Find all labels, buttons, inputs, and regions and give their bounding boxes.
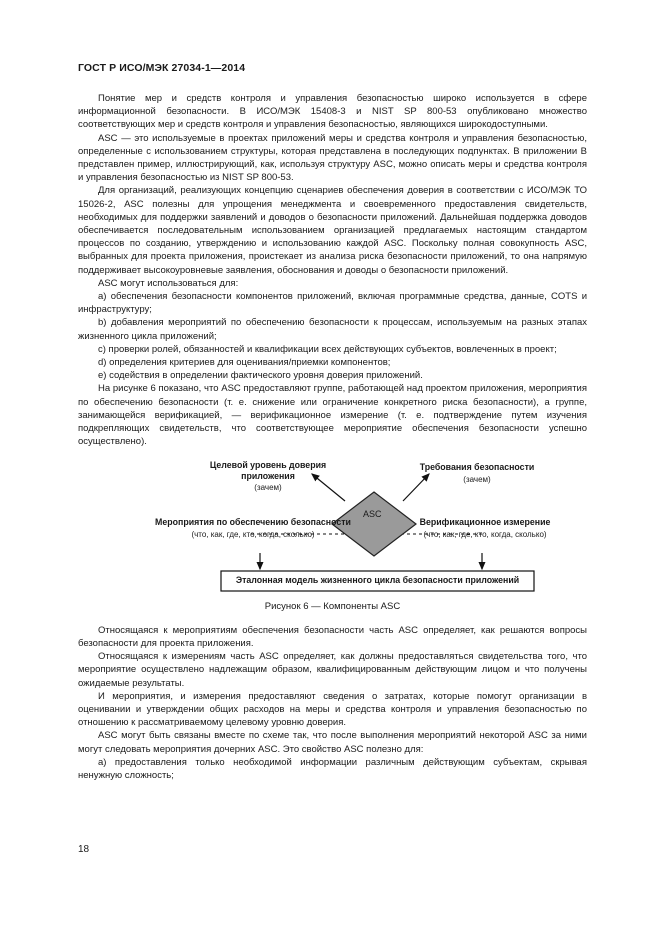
requirements-sub: (зачем)	[463, 475, 491, 485]
list-item: e) содействия в определении фактического уровня доверия приложений.	[98, 370, 423, 382]
verification-sub: (что, как, где, кто, когда, сколько)	[423, 530, 547, 540]
paragraph: Относящаяся к измерениям часть ASC определяет, как должны предоставляться свидетельства того, что мероприятие осуществлено надлежащим образом, квалифицированным действующим лицом и что получены ожидаемые результаты.	[78, 651, 587, 689]
paragraph: Относящаяся к мероприятиям обеспечения безопасности часть ASC определяет, как решаются вопросы безопасности для проекта приложения.	[78, 624, 587, 649]
page-number: 18	[78, 844, 90, 855]
paragraph: Для организаций, реализующих концепцию сценариев обеспечения доверия в соответствии с ИСО/МЭК ТО 15026-2, ASC полезны для упрощения менеджмента и своевременного предоставления свидетельств, необходимых для поддержки заявлений и доводов о безопасности приложений. Дальнейшая поддержка доводов обеспечивается последовательным использованием организацией предлагаемых настоящим стандартом процессов по созданию, утверждению и использованию каждой ASC. Поскольку полная совокупность ASC, выбранных для проекта приложения, проистекает из анализа риска безопасности приложений, то она напрямую поддерживает высокоуровневые заявления, обоснования и доводы о безопасности приложений.	[78, 185, 587, 276]
paragraph: ASC могут использоваться для:	[98, 277, 239, 289]
requirements-label: Требования безопасности	[419, 462, 535, 473]
document-header: ГОСТ Р ИСО/МЭК 27034-1—2014	[78, 62, 246, 74]
figure-asc-components	[78, 456, 587, 596]
activities-label: Мероприятия по обеспечению безопасности	[155, 517, 351, 528]
list-item: a) предоставления только необходимой информации различным действующим субъектам, скрывая ненужную сложность;	[78, 756, 587, 781]
lifecycle-box-label: Эталонная модель жизненного цикла безопасности приложений	[235, 575, 520, 586]
figure-caption: Рисунок 6 — Компоненты ASC	[264, 601, 401, 613]
paragraph: На рисунке 6 показано, что ASC предоставляют группе, работающей над проектом приложения, мероприятия по обеспечению безопасности (т. е. снижение или ограничение конкретного риска безопасности), а группе, занимающейся верификацией, — верификационное измерение (т. е. подтверждение путем изучения подкрепляющих свидетельств, что соответствующее мероприятие обеспечения безопасности успешно осуществлено).	[78, 383, 587, 448]
list-item: c) проверки ролей, обязанностей и квалификации всех действующих субъектов, вовлеченных в проект;	[98, 343, 557, 355]
paragraph: И мероприятия, и измерения предоставляют сведения о затратах, которые помогут организации в оценивании и утверждении общих расходов на меры и средства контроля и управления безопасностью по отношению к рассматриваемому целевому уровню доверия.	[78, 690, 587, 729]
asc-label: ASC	[363, 509, 382, 520]
target-level-label: Целевой уровень доверия приложения	[209, 460, 327, 482]
paragraph: Понятие мер и средств контроля и управления безопасностью широко используется в сфере информационной безопасности. В ИСО/МЭК 15408-3 и NIST SP 800-53 опубликовано множество соответствующих мер и средств контроля и управления безопасностью, являющихся широкодоступными.	[78, 93, 587, 131]
list-item: d) определения критериев для оценивания/приемки компонентов;	[98, 357, 391, 369]
list-item: b) добавления мероприятий по обеспечению безопасности к процессам, используемым на разных этапах жизненного цикла приложений;	[78, 317, 587, 342]
verification-label: Верификационное измерение	[419, 517, 551, 528]
activities-sub: (что, как, где, кто, когда, сколько)	[191, 530, 315, 540]
list-item: a) обеспечения безопасности компонентов приложений, включая программные средства, данные, COTS и инфраструктуру;	[78, 291, 587, 316]
target-level-sub: (зачем)	[254, 483, 282, 493]
paragraph: ASC могут быть связаны вместе по схеме так, что после выполнения мероприятий некоторой ASC за ними могут следовать мероприятия дочерних ASC. Это свойство ASC полезно для:	[78, 730, 587, 755]
paragraph: ASC — это используемые в проектах приложений меры и средства контроля и управления безопасностью, определенные с использованием структуры, которая представлена в последующих подпунктах. В приложении В представлен пример, иллюстрирующий, как, используя структуру ASC, можно описать меры и средства контроля и управления безопасностью из NIST SP 800-53.	[78, 132, 587, 184]
page-body	[78, 92, 587, 782]
